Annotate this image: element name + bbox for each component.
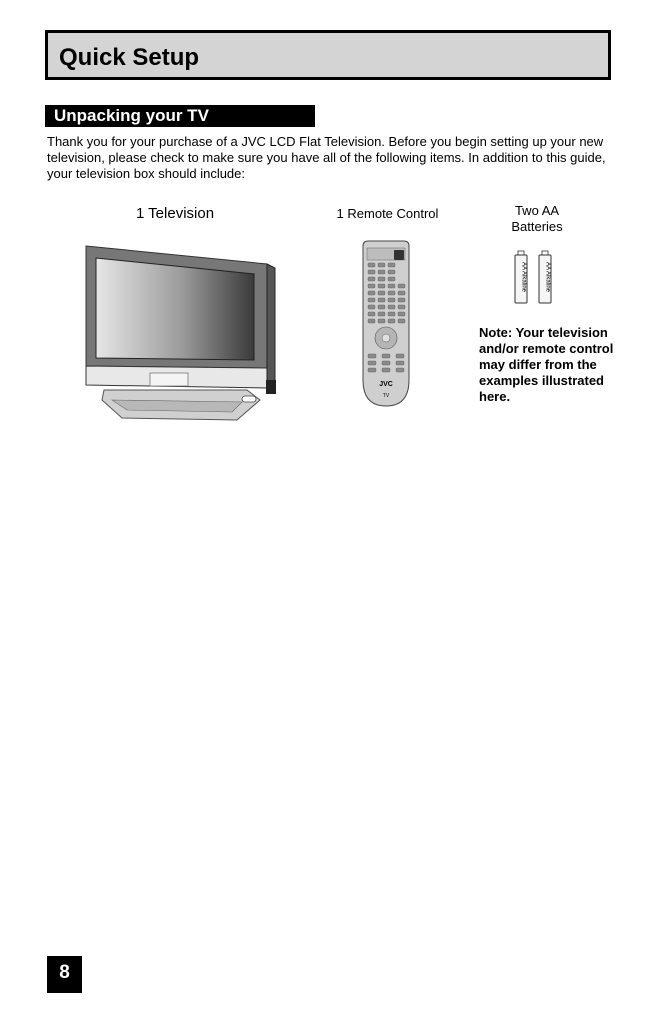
section-heading-bar bbox=[45, 105, 315, 127]
page-title: Quick Setup bbox=[59, 44, 200, 71]
remote-label: 1 Remote Control bbox=[336, 206, 439, 221]
remote-mode: TV bbox=[382, 393, 390, 399]
batteries-label bbox=[496, 203, 578, 235]
note-text: Note: Your television and/or remote control may differ from the examples illustrated here. bbox=[479, 325, 614, 404]
battery-left bbox=[515, 251, 527, 303]
battery-right-text: AA Alkaline bbox=[544, 262, 551, 293]
batteries-label-line1: Two AA bbox=[514, 203, 560, 218]
page-number: 8 bbox=[59, 962, 70, 983]
section-title: Unpacking your TV bbox=[54, 106, 209, 125]
header-box bbox=[45, 30, 611, 80]
television-label: 1 Television bbox=[135, 205, 215, 222]
page-number-box bbox=[47, 956, 82, 993]
batteries-illustration bbox=[512, 250, 556, 306]
batteries-label-line2: Batteries bbox=[511, 219, 563, 234]
television-illustration bbox=[82, 240, 277, 425]
battery-left-text: AA Alkaline bbox=[520, 262, 527, 293]
remote-control-illustration bbox=[360, 240, 412, 410]
intro-paragraph: Thank you for your purchase of a JVC LCD Flat Television. Before you begin setting up your new television, please check to make sure you have all of the following items. In addition to this guide, your television box should include: bbox=[47, 134, 606, 181]
battery-right bbox=[539, 251, 551, 303]
remote-brand: JVC bbox=[379, 381, 393, 388]
